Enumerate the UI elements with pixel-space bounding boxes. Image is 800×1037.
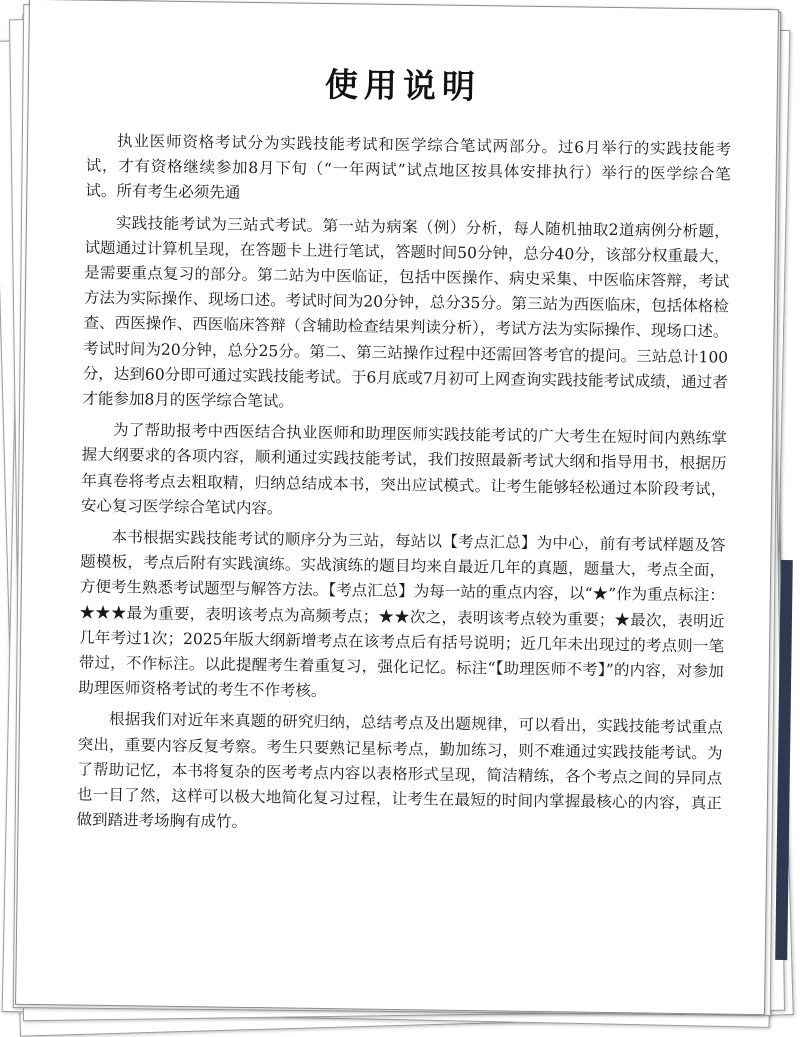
page-title: 使用说明	[324, 64, 482, 107]
paragraph-three-stations: 实践技能考试为三站式考试。第一站为病案（例）分析，每人随机抽取2道病例分析题，试题通过计算机呈现，在答题卡上进行笔试，答题时间50分钟，总分40分，该部分权重最大，是需要重点复习的部分。第二站为中医临证，包括中医操作、病史采集、中医临床答辩，考试方法为实际操作、现场口述。考试时间为20分钟，总分35分。第三站为西医临床，包括体格检查、西医操作、西医临床答辩（含辅助检查结果判读分析），考试方法为实际操作、现场口述。考试时间为20分钟，总分25分。第二、第三站操作过程中还需回答考官的提问。三站总计100分，达到60分即可通过实践技能考试。于6月底或7月初可上网查询实践技能考试成绩，通过者才能参加8月的医学综合笔试。	[82, 213, 731, 411]
document-body	[76, 129, 731, 842]
document-page	[15, 0, 779, 1015]
paragraph-exam-overview: 执业医师资格考试分为实践技能考试和医学综合笔试两部分。过6月举行的实践技能考试，才有资格继续参加8月下旬（“一年两试”试点地区按具体安排执行）举行的医学综合笔试。所有考生必须先通	[85, 132, 732, 203]
paragraph-study-advice: 根据我们对近年来真题的研究归纳，总结考点及出题规律，可以看出，实践技能考试重点突出，重要内容反复考察。考生只要熟记星标考点，勤加练习，则不难通过实践技能考试。为了帮助记忆，本书将复杂的医考考点内容以表格形式呈现，简洁精练，各个考点之间的异同点也一目了然，这样可以极大地简化复习过程，让考生在最短的时间内掌握最核心的内容，真正做到踏进考场胸有成竹。	[76, 710, 724, 832]
paragraph-book-purpose: 为了帮助报考中西医结合执业医师和助理医师实践技能考试的广大考生在短时间内熟练掌握大纲要求的各项内容，顺利通过实践技能考试，我们按照最新考试大纲和指导用书，根据历年真卷将考点去粗取精，归纳总结成本书，突出应试模式。让考生能够轻松通过本阶段考试，安心复习医学综合笔试内容。	[80, 421, 728, 518]
paragraph-book-structure: 本书根据实践技能考试的顺序分为三站，每站以【考点汇总】为中心，前有考试样题及答题模板，考点后附有实践演练。实战演练的题目均来自最近几年的真题，题量大，考点全面，方便考生熟悉考试题型与解答方法。【考点汇总】为每一站的重点内容，以“★”作为重点标注：★★★最为重要，表明该考点为高频考点；★★次之，表明该考点较为重要；★最次，表明近几年考过1次；2025年版大纲新增考点在该考点后有括号说明；近几年未出现过的考点则一笔带过，不作标注。以此提醒考生着重复习，强化记忆。标注“【助理医师不考】”的内容，对参加助理医师资格考试的考生不作考核。	[78, 528, 726, 701]
